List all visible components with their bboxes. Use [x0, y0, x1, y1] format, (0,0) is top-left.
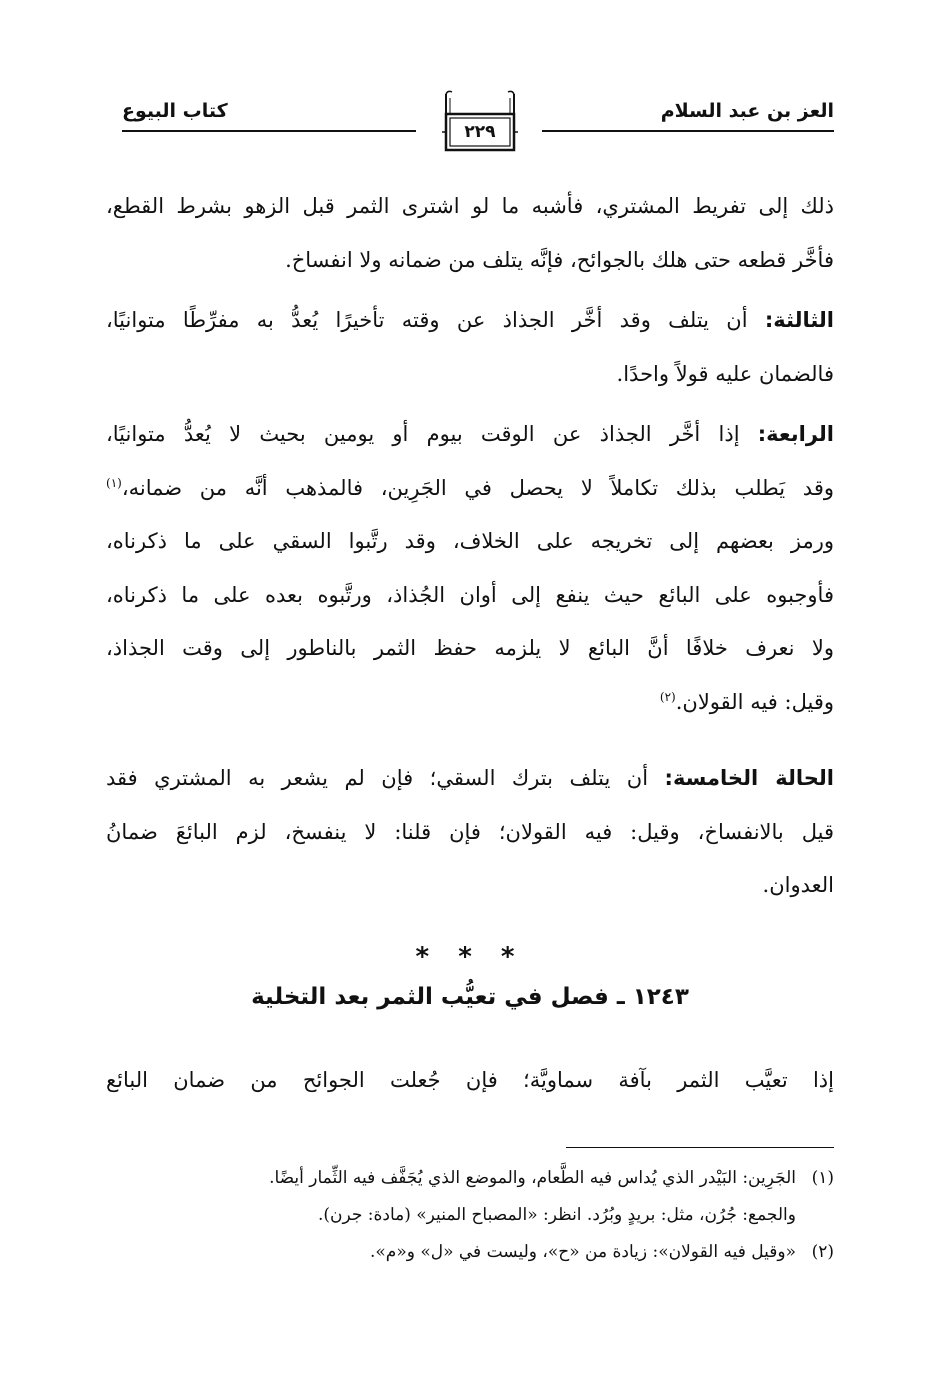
paragraph-line: العدوان. — [762, 873, 834, 897]
page-number: ٢٢٩ — [464, 122, 496, 142]
paragraph-line: فأوجبوه على البائع حيث ينفع إلى أوان الجُذاذ، ورتَّبوه بعده على ما ذكرناه، — [106, 582, 834, 607]
header-rule-left — [122, 130, 416, 132]
footnote-1 — [106, 1160, 834, 1197]
footnote-text: «وقيل فيه القولان»: زيادة من «ح»، وليست في «ل» و«م». — [369, 1242, 796, 1262]
footnote-continuation: والجمع: جُرُن، مثل: بريدٍ وبُرُد. انظر: «المصباح المنير» (مادة: جرن). — [317, 1205, 796, 1225]
section-separator: * * * — [415, 942, 525, 972]
paragraph-line: ورمز بعضهم إلى تخريجه على الخلاف، وقد رتَّبوا السقي على ما ذكرناه، — [106, 529, 834, 553]
paragraph-line: فالضمان عليه قولاً واحدًا. — [616, 361, 834, 386]
footnote-ref[interactable]: (٢) — [659, 689, 676, 704]
footnote-number: (٢) — [811, 1242, 834, 1262]
ornamental-frame-icon — [442, 88, 518, 152]
header-author: العز بن عبد السلام — [660, 100, 834, 122]
section-title: ١٢٤٣ ـ فصل في تعيُّب الثمر بعد التخلية — [251, 984, 689, 1010]
paragraph-4 — [106, 752, 834, 913]
paragraph-line: وقد يَطلب بذلك تكاملاً لا يحصل في الجَرِين، فالمذهب أنَّه من ضمانه، — [121, 475, 834, 500]
header-book-section: كتاب البيوع — [122, 100, 228, 122]
paragraph-line: أن يتلف بترك السقي؛ فإن لم يشعر به المشتري فقد — [106, 766, 649, 790]
header-rule-right — [542, 130, 834, 132]
paragraph-line: ذلك إلى تفريط المشتري، فأشبه ما لو اشترى الثمر قبل الزهو بشرط القطع، — [106, 194, 834, 218]
footnote-divider — [566, 1147, 834, 1148]
paragraph-line: قيل بالانفساخ، وقيل: فيه القولان؛ فإن قلنا: لا ينفسخ، لزم البائعَ ضمانُ — [106, 819, 834, 844]
paragraph-1 — [106, 180, 834, 287]
paragraph-lead: الحالة الخامسة: — [664, 766, 834, 790]
footnote-2 — [106, 1234, 834, 1271]
footnote-text: الجَرِين: البَيْدر الذي يُداس فيه الطَّعام، والموضع الذي يُجَفَّف فيه الثِّمار أيضًا. — [269, 1168, 796, 1188]
paragraph-line: أن يتلف وقد أخَّر الجذاذ عن وقته تأخيرًا يُعدُّ به مفرِّطًا متوانيًا، — [106, 308, 748, 332]
paragraph-line: فأخَّر قطعه حتى هلك بالجوائح، فإنَّه يتلف من ضمانه ولا انفساخ. — [285, 247, 834, 272]
footnote-number: (١) — [811, 1168, 834, 1188]
page-number-frame — [442, 88, 518, 152]
footnotes — [106, 1160, 834, 1271]
paragraph-lead: الثالثة: — [764, 308, 834, 332]
paragraph-line: وقيل: فيه القولان. — [675, 689, 834, 714]
section-first-line: إذا تعيَّب الثمر بآفة سماويَّة؛ فإن جُعلت الجوائح من ضمان البائع — [106, 1068, 834, 1092]
footnote-ref[interactable]: (١) — [106, 475, 122, 490]
paragraph-line: ولا نعرف خلافًا أنَّ البائع لا يلزمه حفظ الثمر بالناطور إلى وقت الجذاذ، — [106, 636, 834, 660]
running-header — [122, 88, 834, 158]
paragraph-3 — [106, 408, 834, 729]
paragraph-lead: الرابعة: — [757, 422, 834, 446]
paragraph-line: إذا أخَّر الجذاذ عن الوقت بيوم أو يومين بحيث لا يُعدُّ متوانيًا، — [106, 422, 740, 446]
paragraph-2 — [106, 294, 834, 401]
